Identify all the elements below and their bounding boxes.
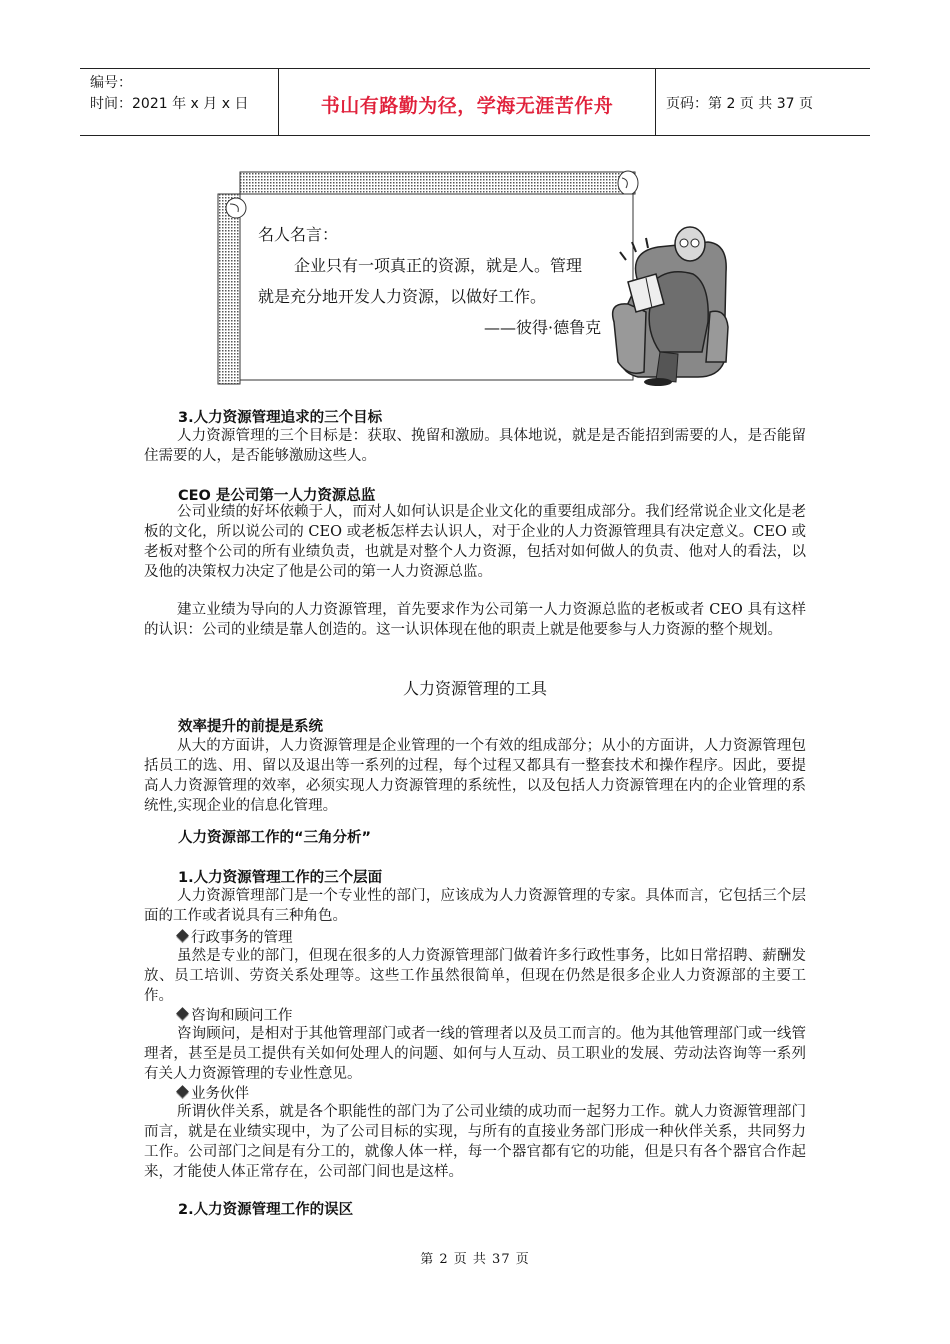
pitfalls-heading: 2.人力资源管理工作的误区 [178,1202,354,1218]
efficiency-heading: 效率提升的前提是系统 [178,719,323,735]
bullet-consulting-label: 咨询和顾问工作 [191,1008,293,1024]
efficiency-paragraph: 从大的方面讲，人力资源管理是企业管理的一个有效的组成部分；从小的方面讲，人力资源管理包括员工的选、用、留以及退出等一系列的过程，每个过程又都具有一整套技术和操作程序。因此，要提高人力资源管理的效率，必须实现人力资源管理的系统性，以及包括人力资源管理在内的企业管理的系统性,实现企业的信息化管理。 [144,738,806,814]
reading-man-illustration [598,212,738,387]
tools-title: 人力资源管理的工具 [402,679,547,698]
triangle-analysis-heading: 人力资源部工作的“三角分析” [178,830,372,846]
serial-label: 编号： [90,75,132,91]
admin-paragraph: 虽然是专业的部门，但现在很多的人力资源管理部门做着许多行政性事务，比如日常招聘、薪酬发放、员工培训、劳资关系处理等。这些工作虽然很简单，但现在仍然是很多企业人力资源部的主要工作。 [144,948,806,1004]
page-header [80,68,870,136]
diamond-bullet-icon [176,929,189,942]
consulting-paragraph: 咨询顾问，是相对于其他管理部门或者一线的管理者以及员工而言的。他为其他管理部门或一线管理者，甚至是员工提供有关如何处理人的问题、如何与人互动、员工职业的发展、劳动法咨询等一系列有关人力资源管理的专业性意见。 [144,1026,806,1082]
page-info: 页码：第 2 页 共 37 页 [666,96,813,112]
quote-scroll [210,158,650,388]
diamond-bullet-icon [176,1007,189,1020]
bullet-consulting [178,1004,293,1025]
levels-paragraph: 人力资源管理部门是一个专业性的部门，应该成为人力资源管理的专家。具体而言，它包括三个层面的工作或者说具有三种角色。 [144,888,806,924]
diamond-bullet-icon [176,1085,189,1098]
ceo-paragraph-2: 建立业绩为导向的人力资源管理，首先要求作为公司第一人力资源总监的老板或者 CEO 具有这样的认识：公司的业绩是靠人创造的。这一认识体现在他的职责上就是他要参与人力资源的整个规划。 [144,602,806,638]
header-info-cell [80,69,279,135]
quote-line-1: 企业只有一项真正的资源，就是人。管理 [294,256,583,275]
ceo-heading: CEO 是公司第一人力资源总监 [178,488,376,504]
levels-heading: 1.人力资源管理工作的三个层面 [178,870,383,886]
bullet-partner-label: 业务伙伴 [191,1086,249,1102]
bullet-admin-label: 行政事务的管理 [191,930,293,946]
bullet-partner [178,1082,249,1103]
quote-label: 名人名言： [258,225,339,244]
quote-author: ——彼得·德鲁克 [484,318,602,337]
date-line: 时间：2021 年 x 月 x 日 [90,96,249,112]
partner-paragraph: 所谓伙伴关系，就是各个职能性的部门为了公司业绩的成功而一起努力工作。就人力资源管理部门而言，就是在业绩实现中，为了公司目标的实现，与所有的直接业务部门形成一种伙伴关系，共同努力工作。公司部门之间是有分工的，就像人体一样，每一个器官都有它的功能，但是只有各个器官合作起来，才能使人体正常存在，公司部门间也是这样。 [144,1104,806,1180]
reader-icon [598,212,738,387]
section-3-paragraph: 人力资源管理的三个目标是：获取、挽留和激励。具体地说，就是是否能招到需要的人，是否能留住需要的人，是否能够激励这些人。 [144,428,806,464]
motto: 书山有路勤为径，学海无涯苦作舟 [320,95,614,117]
quote-line-2: 就是充分地开发人力资源，以做好工作。 [258,287,547,306]
ceo-paragraph-1: 公司业绩的好坏依赖于人，而对人如何认识是企业文化的重要组成部分。我们经常说企业文化是老板的文化，所以说公司的 CEO 或老板怎样去认识人，对于企业的人力资源管理具有决定意义。CEO 或老板对整个公司的所有业绩负责，也就是对整个人力资源，包括对如何做人的负责、他对人的看法，以及他的决策权力决定了他是公司的第一人力资源总监。 [144,504,806,580]
header-motto-cell [279,69,656,135]
bullet-admin [178,926,293,947]
header-page-cell [656,69,870,135]
section-3-heading: 3.人力资源管理追求的三个目标 [178,410,383,426]
page-footer: 第 2 页 共 37 页 [420,1252,530,1267]
